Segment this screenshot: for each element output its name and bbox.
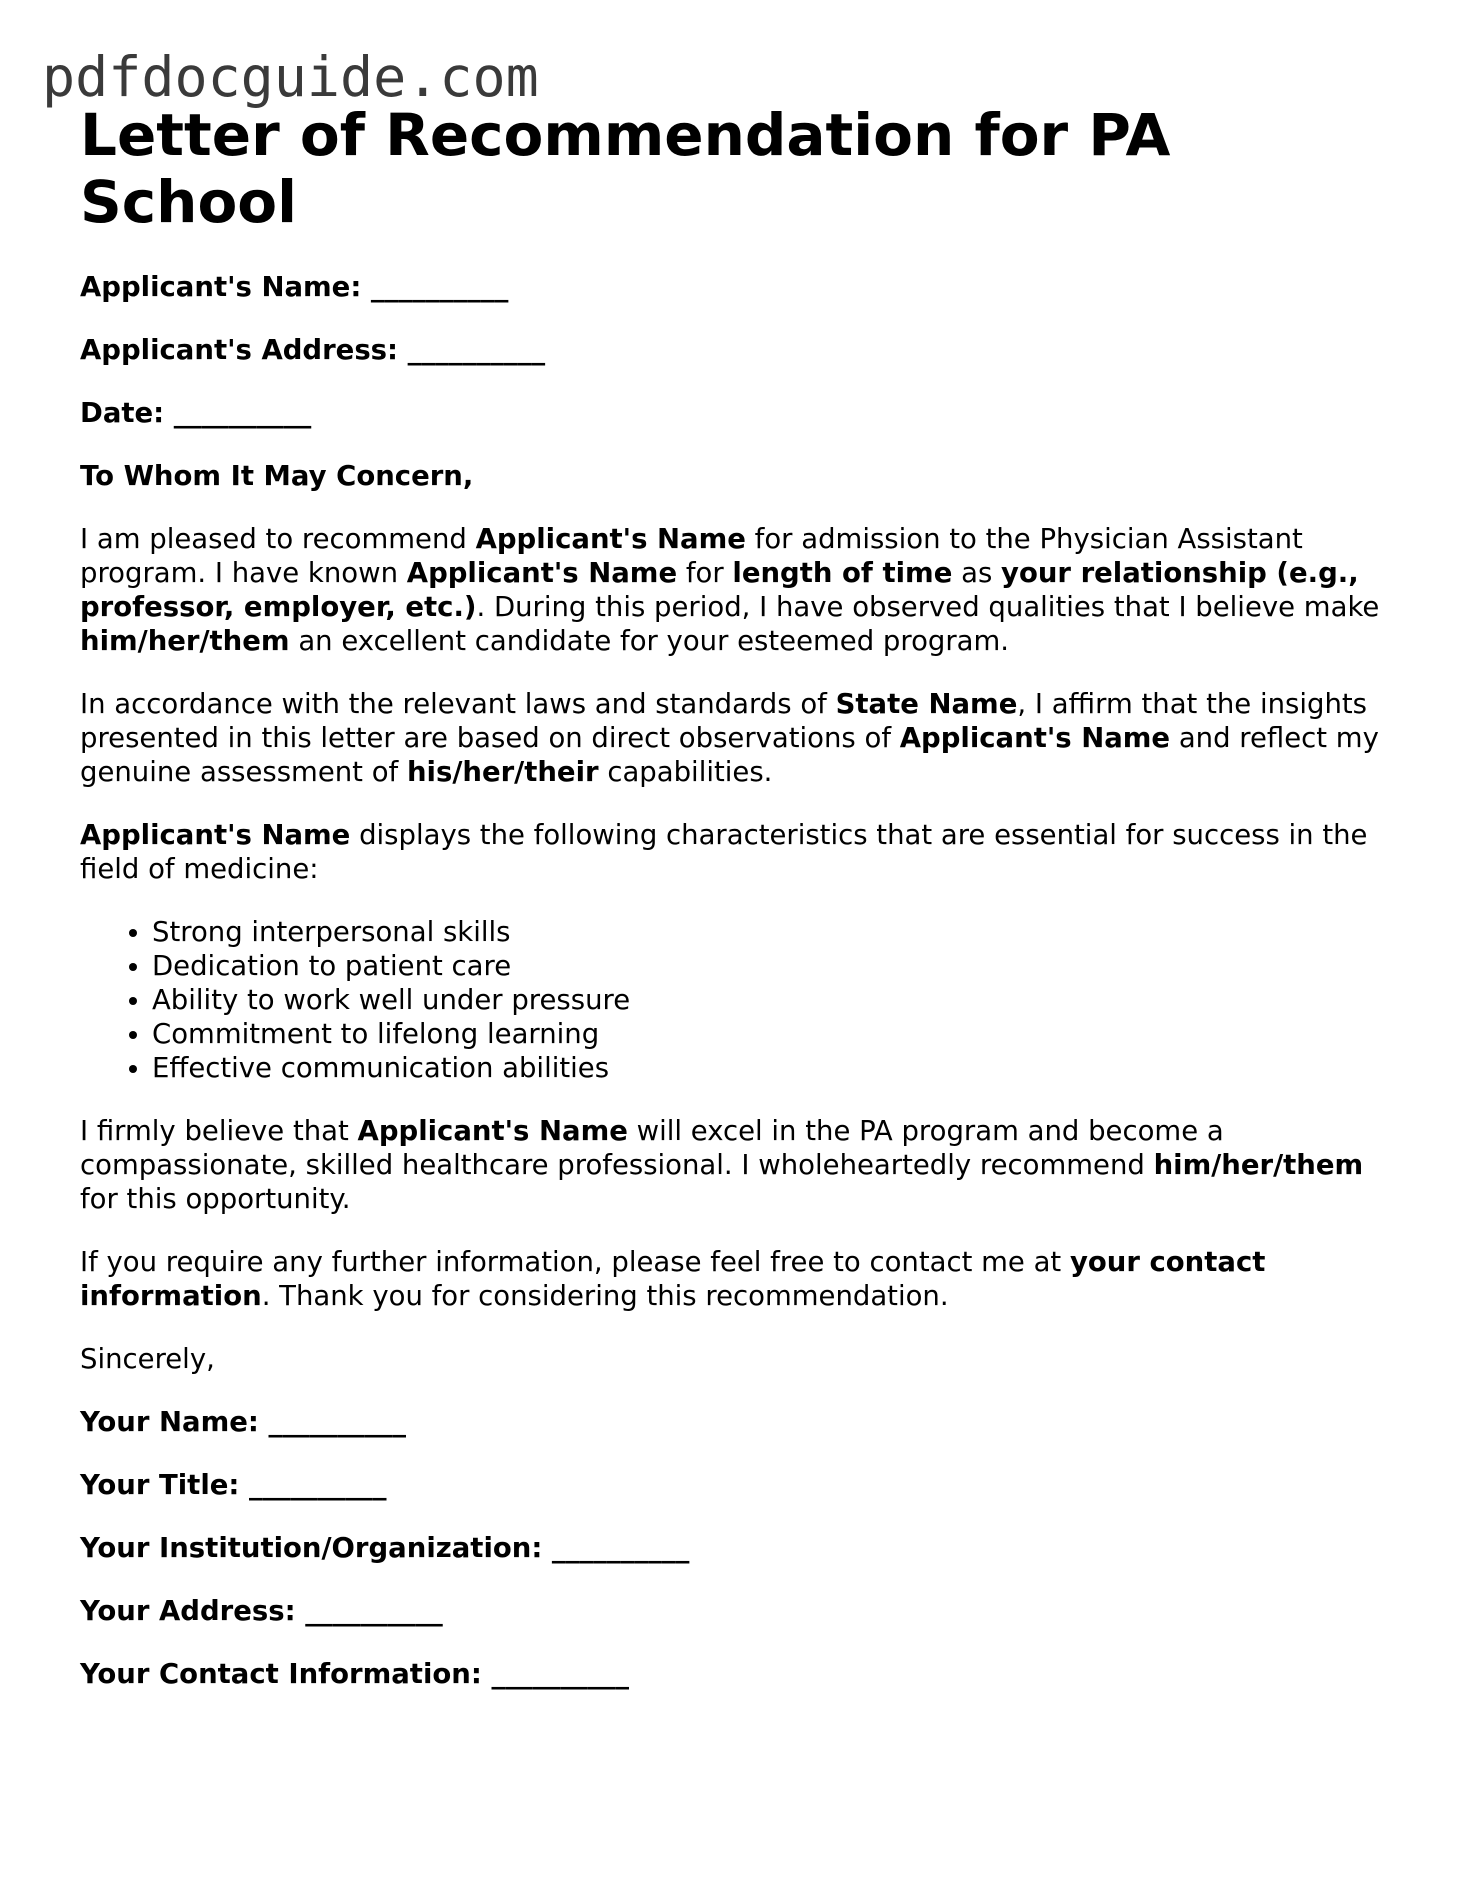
- affirmation-paragraph: [80, 687, 1390, 789]
- field-label: Your Title:: [80, 1469, 240, 1501]
- field-label: Date:: [80, 397, 165, 429]
- date-field: [80, 396, 1390, 430]
- field-label: Your Institution/Organization:: [80, 1532, 543, 1564]
- characteristics-list: [80, 915, 1390, 1085]
- field-blank: __________: [370, 271, 509, 303]
- text-run: In accordance with the relevant laws and standards of: [80, 688, 836, 720]
- field-blank: __________: [173, 397, 312, 429]
- placeholder-pronoun: him/her/them: [1153, 1149, 1364, 1181]
- text-run: , I affirm that the insights presented in this letter are based on direct observations of: [80, 688, 1367, 754]
- field-label: Your Contact Information:: [80, 1658, 482, 1690]
- field-blank: __________: [551, 1532, 690, 1564]
- text-run: and reflect my genuine assessment of: [80, 722, 1379, 788]
- list-item: • Strong interpersonal skills: [152, 915, 1390, 949]
- field-label: Your Address:: [80, 1595, 296, 1627]
- text-run: If you require any further information, please feel free to contact me at: [80, 1246, 1070, 1278]
- field-label: Applicant's Name:: [80, 271, 362, 303]
- placeholder-applicant-name: Applicant's Name: [357, 1115, 628, 1147]
- salutation: To Whom It May Concern,: [80, 460, 474, 492]
- letter-title: Letter of Recommendation for PA School: [80, 101, 1171, 236]
- placeholder-pronoun: him/her/them: [80, 625, 290, 657]
- text-run: capabilities.: [598, 756, 773, 788]
- endorsement-paragraph: [80, 1114, 1390, 1216]
- field-blank: __________: [268, 1406, 406, 1438]
- text-run: for admission to the Physician Assistant program. I have known: [80, 523, 1303, 589]
- your-contact-field: [80, 1657, 1390, 1691]
- placeholder-pronoun: his/her/their: [406, 756, 599, 788]
- placeholder-length-of-time: length of time: [732, 557, 953, 589]
- list-item: • Effective communication abilities: [152, 1051, 1390, 1085]
- intro-paragraph: [80, 522, 1390, 658]
- placeholder-applicant-name: Applicant's Name: [899, 722, 1171, 754]
- your-name-field: [80, 1405, 1390, 1439]
- site-watermark: pdfdocguide.com: [42, 45, 539, 109]
- placeholder-contact-information: your contact information: [80, 1246, 1266, 1312]
- placeholder-state-name: State Name: [835, 688, 1018, 720]
- placeholder-applicant-name: Applicant's Name: [406, 557, 678, 589]
- characteristics-intro: [80, 818, 1390, 886]
- closing: Sincerely,: [80, 1343, 215, 1375]
- placeholder-relationship: your relationship (e.g., professor, employer, etc.): [80, 557, 1359, 623]
- text-run: . Thank you for considering this recommendation.: [261, 1280, 949, 1312]
- list-item: • Ability to work well under pressure: [152, 983, 1390, 1017]
- your-institution-field: [80, 1531, 1390, 1565]
- text-run: I firmly believe that: [80, 1115, 358, 1147]
- applicant-name-field: [80, 270, 1390, 304]
- text-run: will excel in the PA program and become a compassionate, skilled healthcare professional. I wholeheartedly recommend: [80, 1115, 1224, 1181]
- text-run: an excellent candidate for your esteemed program.: [289, 625, 1010, 657]
- your-address-field: [80, 1594, 1390, 1628]
- field-blank: __________: [305, 1595, 443, 1627]
- text-run: . During this period, I have observed qualities that I believe make: [476, 591, 1380, 623]
- letter-page: [80, 102, 1390, 1691]
- your-title-field: [80, 1468, 1390, 1502]
- placeholder-applicant-name: Applicant's Name: [80, 819, 351, 851]
- text-run: I am pleased to recommend: [80, 523, 476, 555]
- text-run: displays the following characteristics that are essential for success in the field of medicine:: [80, 819, 1368, 885]
- contact-paragraph: [80, 1245, 1390, 1313]
- field-blank: __________: [248, 1469, 387, 1501]
- text-run: for: [677, 557, 733, 589]
- text-run: for this opportunity.: [80, 1183, 351, 1215]
- text-run: as: [952, 557, 1002, 589]
- list-item: • Commitment to lifelong learning: [152, 1017, 1390, 1051]
- field-blank: __________: [407, 334, 546, 366]
- field-label: Applicant's Address:: [80, 334, 399, 366]
- placeholder-applicant-name: Applicant's Name: [475, 523, 746, 555]
- applicant-address-field: [80, 333, 1390, 367]
- list-item: • Dedication to patient care: [152, 949, 1390, 983]
- field-label: Your Name:: [80, 1406, 259, 1438]
- field-blank: __________: [491, 1658, 629, 1690]
